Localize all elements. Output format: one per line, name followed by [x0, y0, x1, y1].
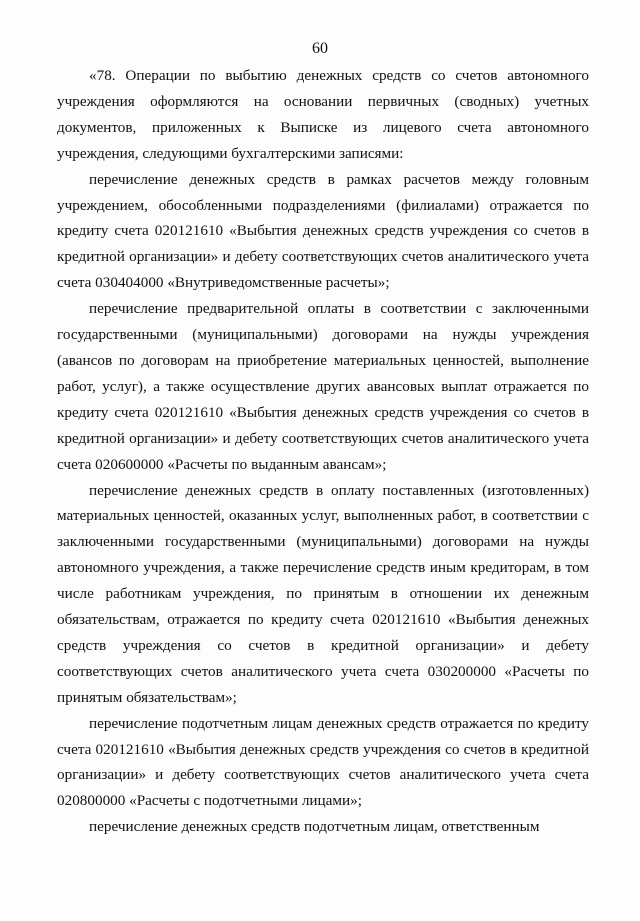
- paragraph-prepayments: перечисление предварительной оплаты в соответствии с заключенными государственными (муниципальными) договорами на нужды учреждения (авансов по договорам на приобретение материальных ценностей, выполнение работ, услуг), а также осуществление других авансовых выплат отражается по кредиту счета 020121610 «Выбытия денежных средств учреждения со счетов в кредитной организации» и дебету соответствующих счетов аналитического учета счета 020600000 «Расчеты по выданным авансам»;: [57, 300, 589, 473]
- document-body: [57, 63, 589, 840]
- paragraph-payment-for-goods: перечисление денежных средств в оплату поставленных (изготовленных) материальных ценностей, оказанных услуг, выполненных работ, в соответствии с заключенными государственными (муниципальными) договорами на нужды автономного учреждения, а также перечисление средств иным кредиторам, в том числе работникам учреждения, по принятым в отношении их денежным обязательствам, отражается по кредиту счета 020121610 «Выбытия денежных средств учреждения со счетов в кредитной организации» и дебету соответствующих счетов аналитического учета счета 030200000 «Расчеты по принятым обязательствам»;: [57, 481, 589, 706]
- paragraph-78-intro: «78. Операции по выбытию денежных средств со счетов автономного учреждения оформляются на основании первичных (сводных) учетных документов, приложенных к Выписке из лицевого счета автономного учреждения, следующими бухгалтерскими записями:: [57, 67, 589, 162]
- paragraph-head-office-transfers: перечисление денежных средств в рамках расчетов между головным учреждением, обособленными подразделениями (филиалами) отражается по кредиту счета 020121610 «Выбытия денежных средств учреждения со счетов в кредитной организации» и дебету соответствующих счетов аналитического учета счета 030404000 «Внутриведомственные расчеты»;: [57, 170, 589, 292]
- paragraph-accountable-persons: перечисление подотчетным лицам денежных средств отражается по кредиту счета 020121610 «Выбытия денежных средств учреждения со счетов в кредитной организации» и дебету соответствующих счетов аналитического учета счета 020800000 «Расчеты с подотчетными лицами»;: [57, 714, 589, 810]
- paragraph-accountable-persons-responsible: перечисление денежных средств подотчетным лицам, ответственным: [89, 818, 540, 836]
- page-number: 60: [312, 40, 328, 57]
